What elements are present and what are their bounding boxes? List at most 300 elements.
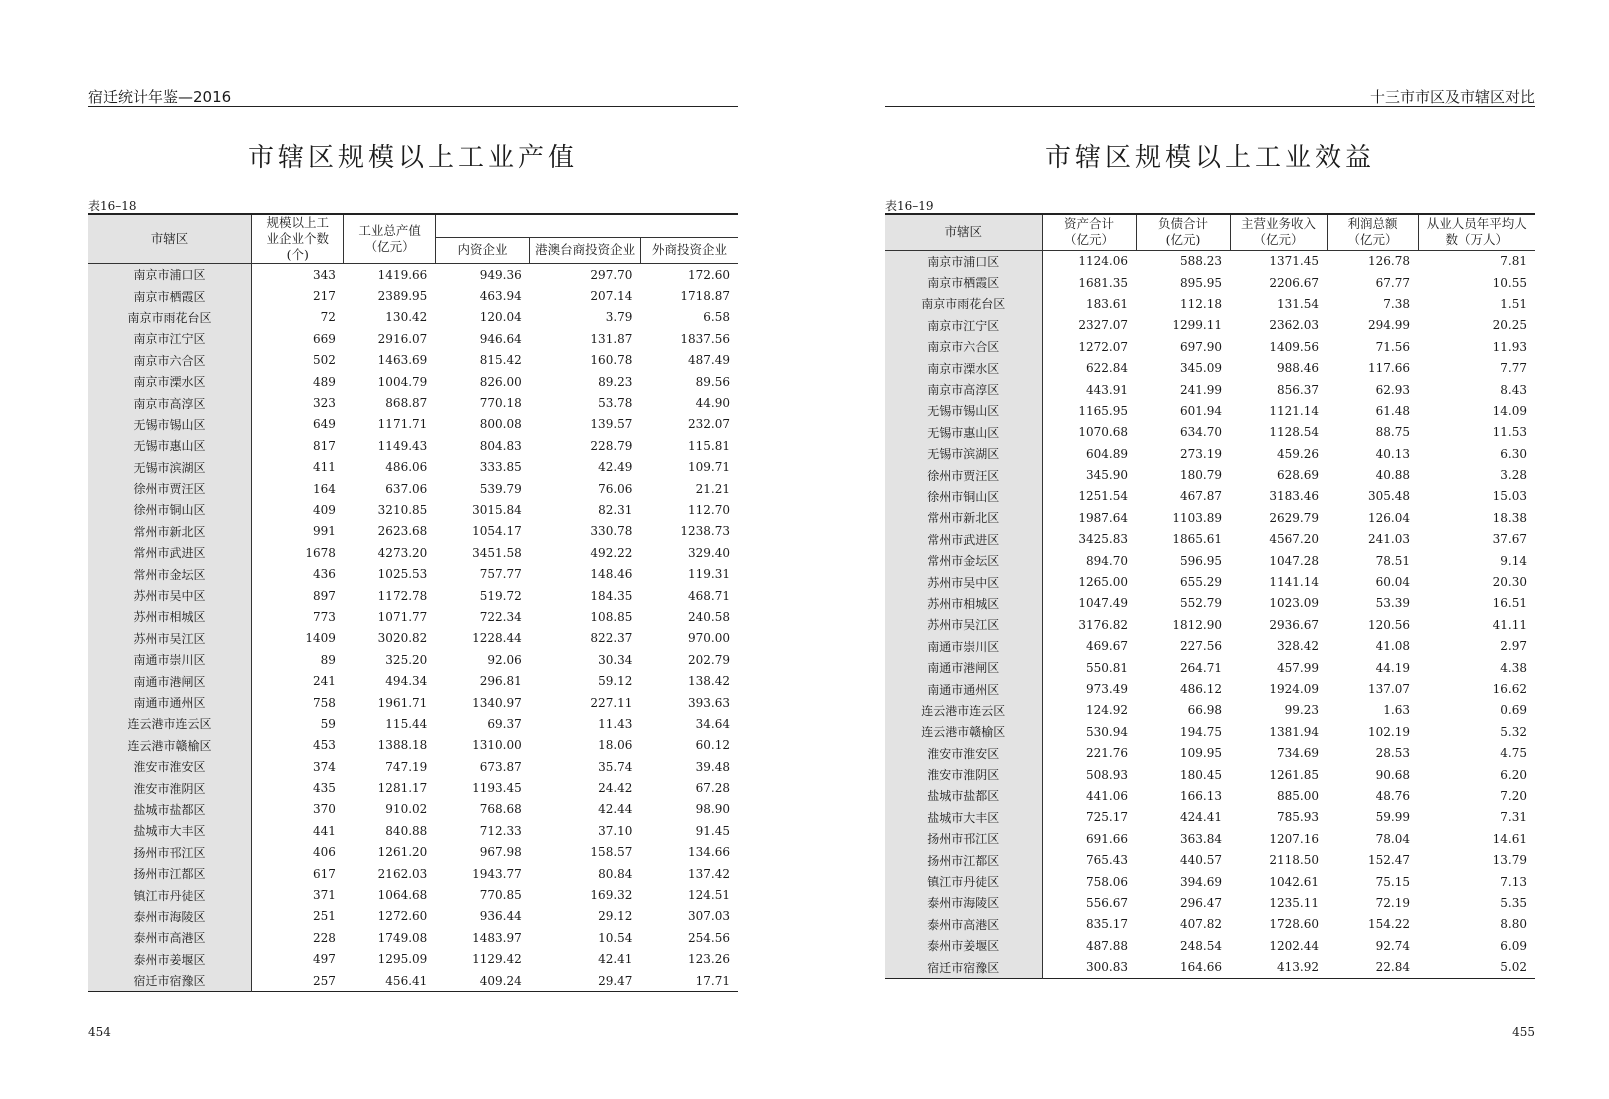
table-cell: 1064.68 <box>377 888 428 903</box>
table-row <box>88 478 738 499</box>
page-number: 454 <box>88 1025 111 1039</box>
table-cell: 973.49 <box>1086 682 1128 696</box>
table-cell: 241.99 <box>1180 382 1222 397</box>
table-cell: 194.75 <box>1180 724 1222 739</box>
table-cell: 486.12 <box>1180 682 1222 696</box>
table-cell: 10.54 <box>598 930 633 945</box>
table-row <box>88 970 738 992</box>
table-cell: 2629.79 <box>1269 510 1319 525</box>
table-row <box>885 935 1535 956</box>
table-row <box>885 807 1535 828</box>
table-row <box>88 649 738 670</box>
table-cell: 856.37 <box>1277 382 1319 397</box>
table-cell: 1047.49 <box>1078 596 1128 611</box>
table-cell: 202.79 <box>688 652 730 667</box>
table-cell: 673.87 <box>479 759 522 774</box>
table-cell: 487.49 <box>688 353 730 368</box>
header-district: 市辖区 <box>885 214 1042 250</box>
table-row <box>88 521 738 542</box>
table-cell: 82.31 <box>598 502 633 517</box>
table-row <box>885 785 1535 806</box>
table-cell: 697.90 <box>1180 339 1222 354</box>
district-name: 泰州市姜堰区 <box>885 935 1042 956</box>
table-row <box>88 927 738 948</box>
district-name: 南京市六合区 <box>88 350 252 371</box>
table-cell: 1121.14 <box>1269 403 1319 418</box>
table-cell: 88.75 <box>1375 425 1410 440</box>
district-name: 盐城市大丰区 <box>885 807 1042 828</box>
table-cell: 8.80 <box>1500 917 1527 932</box>
table-row <box>88 884 738 905</box>
table-cell: 770.18 <box>479 396 522 411</box>
table-cell: 124.51 <box>688 888 730 903</box>
table-row <box>885 443 1535 464</box>
table-cell: 207.14 <box>590 289 633 304</box>
table-cell: 1004.79 <box>377 374 428 389</box>
district-name: 泰州市姜堰区 <box>88 949 252 970</box>
table-cell: 497 <box>313 952 336 967</box>
table-cell: 601.94 <box>1180 403 1222 418</box>
table-cell: 1238.73 <box>680 524 730 539</box>
table-cell: 487.88 <box>1086 938 1128 953</box>
table-cell: 649 <box>313 417 336 432</box>
table-cell: 257 <box>313 973 336 988</box>
table-row <box>885 678 1535 699</box>
table-cell: 1812.90 <box>1172 617 1222 632</box>
table-cell: 29.47 <box>598 973 633 988</box>
table-cell: 946.64 <box>479 331 522 346</box>
table-cell: 758 <box>313 695 336 710</box>
table-row <box>885 529 1535 550</box>
running-head-text: 十三市市区及市辖区对比 <box>1369 88 1535 106</box>
table-cell: 7.13 <box>1500 874 1527 889</box>
district-name: 泰州市海陵区 <box>88 906 252 927</box>
table-cell: 1042.61 <box>1269 874 1319 889</box>
table-cell: 2206.67 <box>1269 275 1319 290</box>
table-cell: 37.10 <box>598 823 633 838</box>
table-cell: 2623.68 <box>377 524 428 539</box>
table-cell: 1165.95 <box>1078 403 1128 418</box>
table-cell: 92.06 <box>487 652 522 667</box>
table-cell: 180.45 <box>1180 767 1222 782</box>
table-cell: 2.97 <box>1500 639 1527 654</box>
table-cell: 550.81 <box>1086 660 1128 675</box>
table-cell: 443.91 <box>1086 382 1128 397</box>
table-row <box>88 842 738 863</box>
table-cell: 868.87 <box>385 396 428 411</box>
table-cell: 502 <box>313 353 336 368</box>
table-row <box>88 435 738 456</box>
table-cell: 90.68 <box>1375 767 1410 782</box>
table-cell: 99.23 <box>1284 703 1319 718</box>
table-row <box>88 264 738 286</box>
table-cell: 936.44 <box>479 909 522 924</box>
table-cell: 40.88 <box>1375 468 1410 483</box>
table-cell: 5.35 <box>1500 895 1527 910</box>
table-cell: 1202.44 <box>1269 938 1319 953</box>
table-cell: 15.03 <box>1492 489 1527 504</box>
table-cell: 768.68 <box>479 802 522 817</box>
table-cell: 1047.28 <box>1269 553 1319 568</box>
table-cell: 409 <box>313 502 336 517</box>
table-cell: 37.67 <box>1492 532 1527 547</box>
table-cell: 1281.17 <box>377 781 428 796</box>
table-cell: 16.62 <box>1492 682 1527 696</box>
table-row <box>885 657 1535 678</box>
table-cell: 1054.17 <box>472 524 522 539</box>
table-cell: 519.72 <box>479 588 522 603</box>
district-name: 南京市溧水区 <box>88 371 252 392</box>
district-name: 南通市通州区 <box>885 678 1042 699</box>
table-cell: 115.81 <box>688 438 730 453</box>
table-cell: 1128.54 <box>1269 425 1319 440</box>
table-cell: 44.90 <box>695 396 730 411</box>
district-name: 徐州市贾汪区 <box>88 478 252 499</box>
table-cell: 463.94 <box>479 289 522 304</box>
table-cell: 1409 <box>305 631 336 646</box>
table-cell: 734.69 <box>1277 746 1319 761</box>
district-name: 镇江市丹徒区 <box>88 884 252 905</box>
header-district: 市辖区 <box>88 214 252 264</box>
table-cell: 722.34 <box>479 609 522 624</box>
table-cell: 1681.35 <box>1078 275 1128 290</box>
district-name: 淮安市淮安区 <box>88 756 252 777</box>
table-row <box>885 571 1535 592</box>
table-cell: 137.07 <box>1368 682 1410 696</box>
table-cell: 758.06 <box>1086 874 1128 889</box>
district-name: 南京市溧水区 <box>885 357 1042 378</box>
table-row <box>88 735 738 756</box>
table-row <box>885 700 1535 721</box>
table-row <box>88 863 738 884</box>
table-cell: 323 <box>313 396 336 411</box>
table-row <box>885 914 1535 935</box>
table-cell: 1023.09 <box>1269 596 1319 611</box>
table-cell: 30.34 <box>598 652 633 667</box>
table-cell: 48.76 <box>1375 788 1410 803</box>
table-cell: 1272.07 <box>1078 339 1128 354</box>
table-cell: 1129.42 <box>472 952 522 967</box>
district-name: 南京市六合区 <box>885 336 1042 357</box>
table-cell: 126.78 <box>1368 254 1410 269</box>
table-cell: 8.43 <box>1500 382 1527 397</box>
table-cell: 1409.56 <box>1269 339 1319 354</box>
table-cell: 5.32 <box>1500 724 1527 739</box>
table-cell: 124.92 <box>1086 703 1128 718</box>
table-cell: 469.67 <box>1086 639 1128 654</box>
table-cell: 92.74 <box>1375 938 1410 953</box>
table-cell: 180.79 <box>1180 468 1222 483</box>
table-row <box>88 285 738 306</box>
table-cell: 712.33 <box>479 823 522 838</box>
table-cell: 363.84 <box>1180 831 1222 846</box>
table-row <box>885 250 1535 272</box>
table-cell: 453 <box>313 738 336 753</box>
district-name: 南京市浦口区 <box>885 250 1042 272</box>
table-row <box>88 670 738 691</box>
table-cell: 9.14 <box>1500 553 1527 568</box>
table-row <box>885 721 1535 742</box>
table-cell: 2362.03 <box>1269 318 1319 333</box>
table-cell: 840.88 <box>385 823 428 838</box>
table-cell: 42.49 <box>598 460 633 475</box>
table-cell: 4273.20 <box>377 545 428 560</box>
table-cell: 486.06 <box>385 460 428 475</box>
table-cell: 17.71 <box>695 973 730 988</box>
table-cell: 300.83 <box>1086 960 1128 975</box>
table-cell: 539.79 <box>479 481 522 496</box>
table-cell: 1961.71 <box>377 695 428 710</box>
district-name: 南京市浦口区 <box>88 264 252 286</box>
table-cell: 14.09 <box>1492 403 1527 418</box>
table-cell: 80.84 <box>598 866 633 881</box>
district-name: 无锡市锡山区 <box>88 414 252 435</box>
table-cell: 1251.54 <box>1078 489 1128 504</box>
table-cell: 59.99 <box>1375 810 1410 825</box>
table-cell: 4.38 <box>1500 660 1527 675</box>
table-cell: 254.56 <box>688 930 730 945</box>
table-cell: 617 <box>313 866 336 881</box>
header-liabilities: 负债合计(亿元) <box>1136 214 1230 250</box>
table-cell: 20.25 <box>1492 318 1527 333</box>
table-cell: 109.95 <box>1180 746 1222 761</box>
table-cell: 21.21 <box>695 481 730 496</box>
table-cell: 166.13 <box>1180 788 1222 803</box>
table-cell: 1295.09 <box>377 952 428 967</box>
district-name: 扬州市江都区 <box>88 863 252 884</box>
district-name: 扬州市江都区 <box>885 849 1042 870</box>
table-row <box>88 756 738 777</box>
table-cell: 2389.95 <box>377 289 428 304</box>
table-cell: 138.42 <box>688 674 730 689</box>
district-name: 泰州市高港区 <box>88 927 252 948</box>
table-cell: 345.90 <box>1086 468 1128 483</box>
table-cell: 1149.43 <box>377 438 428 453</box>
table-cell: 158.57 <box>590 845 633 860</box>
table-cell: 910.02 <box>385 802 428 817</box>
table-cell: 3183.46 <box>1269 489 1319 504</box>
table-cell: 6.30 <box>1500 446 1527 461</box>
table-cell: 2916.07 <box>377 331 428 346</box>
table-cell: 35.74 <box>598 759 633 774</box>
table-cell: 494.34 <box>385 674 428 689</box>
district-name: 南通市港闸区 <box>885 657 1042 678</box>
table-cell: 44.19 <box>1375 660 1410 675</box>
table-row <box>88 350 738 371</box>
table-cell: 435 <box>313 781 336 796</box>
table-cell: 89.23 <box>598 374 633 389</box>
table-cell: 126.04 <box>1368 510 1410 525</box>
table-cell: 240.58 <box>688 609 730 624</box>
table-row <box>885 400 1535 421</box>
table-cell: 1749.08 <box>377 930 428 945</box>
table-cell: 40.13 <box>1375 446 1410 461</box>
table-cell: 325.20 <box>385 652 428 667</box>
table-cell: 588.23 <box>1180 254 1222 269</box>
table-cell: 3.28 <box>1500 468 1527 483</box>
table-cell: 552.79 <box>1180 596 1222 611</box>
table-row <box>88 799 738 820</box>
table-cell: 1371.45 <box>1269 254 1319 269</box>
table-cell: 98.90 <box>695 802 730 817</box>
header-units: 规模以上工业企业个数(个) <box>252 214 344 264</box>
table-cell: 691.66 <box>1086 831 1128 846</box>
table-cell: 4567.20 <box>1269 532 1319 547</box>
table-cell: 112.70 <box>688 502 730 517</box>
table-cell: 123.26 <box>688 952 730 967</box>
table-cell: 1103.89 <box>1172 510 1222 525</box>
right-page <box>885 0 1535 1099</box>
table-cell: 53.78 <box>598 396 633 411</box>
table-cell: 1265.00 <box>1078 575 1128 590</box>
table-cell: 669 <box>313 331 336 346</box>
district-name: 连云港市连云区 <box>885 700 1042 721</box>
table-cell: 393.63 <box>688 695 730 710</box>
table-cell: 1388.18 <box>377 738 428 753</box>
header-domestic: 内资企业 <box>435 237 529 263</box>
table-cell: 1463.69 <box>377 353 428 368</box>
table-cell: 596.95 <box>1180 553 1222 568</box>
header-spacer <box>435 214 738 237</box>
table-cell: 164 <box>313 481 336 496</box>
table-cell: 53.39 <box>1375 596 1410 611</box>
table-cell: 2936.67 <box>1269 617 1319 632</box>
table-cell: 78.04 <box>1375 831 1410 846</box>
table-row <box>885 486 1535 507</box>
district-name: 南京市栖霞区 <box>885 272 1042 293</box>
table-cell: 78.51 <box>1375 553 1410 568</box>
table-cell: 329.40 <box>688 545 730 560</box>
table-cell: 241 <box>313 674 336 689</box>
table-cell: 556.67 <box>1086 895 1128 910</box>
table-cell: 457.99 <box>1277 660 1319 675</box>
table-cell: 725.17 <box>1086 810 1128 825</box>
table-cell: 894.70 <box>1086 553 1128 568</box>
table-cell: 61.48 <box>1375 403 1410 418</box>
district-name: 扬州市邗江区 <box>88 842 252 863</box>
benefit-table <box>885 213 1535 979</box>
table-cell: 1141.14 <box>1269 575 1319 590</box>
district-name: 泰州市高港区 <box>885 914 1042 935</box>
district-name: 南通市通州区 <box>88 692 252 713</box>
district-name: 镇江市丹徒区 <box>885 871 1042 892</box>
table-cell: 29.12 <box>598 909 633 924</box>
district-name: 无锡市滨湖区 <box>88 457 252 478</box>
table-cell: 89 <box>320 652 336 667</box>
district-name: 苏州市吴中区 <box>88 585 252 606</box>
table-cell: 1924.09 <box>1269 682 1319 696</box>
table-cell: 822.37 <box>590 631 633 646</box>
table-cell: 251 <box>313 909 336 924</box>
table-cell: 7.38 <box>1383 296 1410 311</box>
table-cell: 508.93 <box>1086 767 1128 782</box>
table-cell: 91.45 <box>695 823 730 838</box>
table-row <box>88 820 738 841</box>
district-name: 苏州市吴中区 <box>885 571 1042 592</box>
table-cell: 895.95 <box>1180 275 1222 290</box>
district-name: 无锡市惠山区 <box>88 435 252 456</box>
district-name: 南京市高淳区 <box>88 392 252 413</box>
table-row <box>885 293 1535 314</box>
table-row <box>88 585 738 606</box>
table-cell: 370 <box>313 802 336 817</box>
table-cell: 7.31 <box>1500 810 1527 825</box>
district-name: 盐城市盐都区 <box>885 785 1042 806</box>
table-cell: 148.46 <box>590 567 633 582</box>
table-cell: 604.89 <box>1086 446 1128 461</box>
table-cell: 371 <box>313 888 336 903</box>
left-page <box>88 0 738 1099</box>
table-cell: 459.26 <box>1277 446 1319 461</box>
table-cell: 1419.66 <box>377 267 428 282</box>
district-name: 徐州市铜山区 <box>88 499 252 520</box>
table-cell: 160.78 <box>590 353 633 368</box>
running-head-text: 宿迁统计年鉴—2016 <box>88 88 232 106</box>
table-cell: 655.29 <box>1180 575 1222 590</box>
table-cell: 441.06 <box>1086 788 1128 803</box>
table-cell: 7.77 <box>1500 361 1527 376</box>
table-row <box>885 464 1535 485</box>
table-row <box>885 550 1535 571</box>
table-row <box>88 692 738 713</box>
header-output: 工业总产值（亿元） <box>344 214 435 264</box>
district-name: 南京市江宁区 <box>88 328 252 349</box>
table-cell: 3.79 <box>605 310 633 325</box>
table-cell: 5.02 <box>1500 960 1527 975</box>
table-cell: 374 <box>313 759 336 774</box>
district-name: 常州市金坛区 <box>88 563 252 584</box>
table-cell: 72 <box>320 310 336 325</box>
table-cell: 634.70 <box>1180 425 1222 440</box>
table-cell: 991 <box>313 524 336 539</box>
table-cell: 885.00 <box>1277 788 1319 803</box>
table-cell: 800.08 <box>479 417 522 432</box>
table-cell: 1299.11 <box>1172 318 1222 333</box>
table-cell: 1193.45 <box>472 781 522 796</box>
table-cell: 120.04 <box>479 310 522 325</box>
table-cell: 765.43 <box>1086 853 1128 868</box>
table-cell: 747.19 <box>385 759 428 774</box>
table-cell: 18.06 <box>598 738 633 753</box>
table-row <box>88 563 738 584</box>
district-name: 常州市武进区 <box>885 529 1042 550</box>
table-cell: 7.20 <box>1500 788 1527 803</box>
table-row <box>88 606 738 627</box>
table-cell: 1728.60 <box>1269 917 1319 932</box>
table-cell: 241.03 <box>1368 532 1410 547</box>
table-cell: 139.57 <box>590 417 633 432</box>
table-cell: 1272.60 <box>377 909 428 924</box>
table-cell: 1340.97 <box>472 695 522 710</box>
table-row <box>88 628 738 649</box>
table-row <box>885 742 1535 763</box>
district-name: 无锡市滨湖区 <box>885 443 1042 464</box>
table-row <box>885 336 1535 357</box>
table-cell: 1.51 <box>1500 296 1527 311</box>
table-cell: 436 <box>313 567 336 582</box>
table-cell: 72.19 <box>1375 895 1410 910</box>
table-cell: 1.63 <box>1383 703 1410 718</box>
table-cell: 3425.83 <box>1078 532 1128 547</box>
table-cell: 456.41 <box>385 973 428 988</box>
table-cell: 3015.84 <box>472 502 522 517</box>
table-row <box>88 906 738 927</box>
table-cell: 967.98 <box>479 845 522 860</box>
table-cell: 228.79 <box>590 438 633 453</box>
table-cell: 41.08 <box>1375 639 1410 654</box>
table-cell: 1235.11 <box>1269 895 1319 910</box>
table-cell: 1718.87 <box>680 289 730 304</box>
